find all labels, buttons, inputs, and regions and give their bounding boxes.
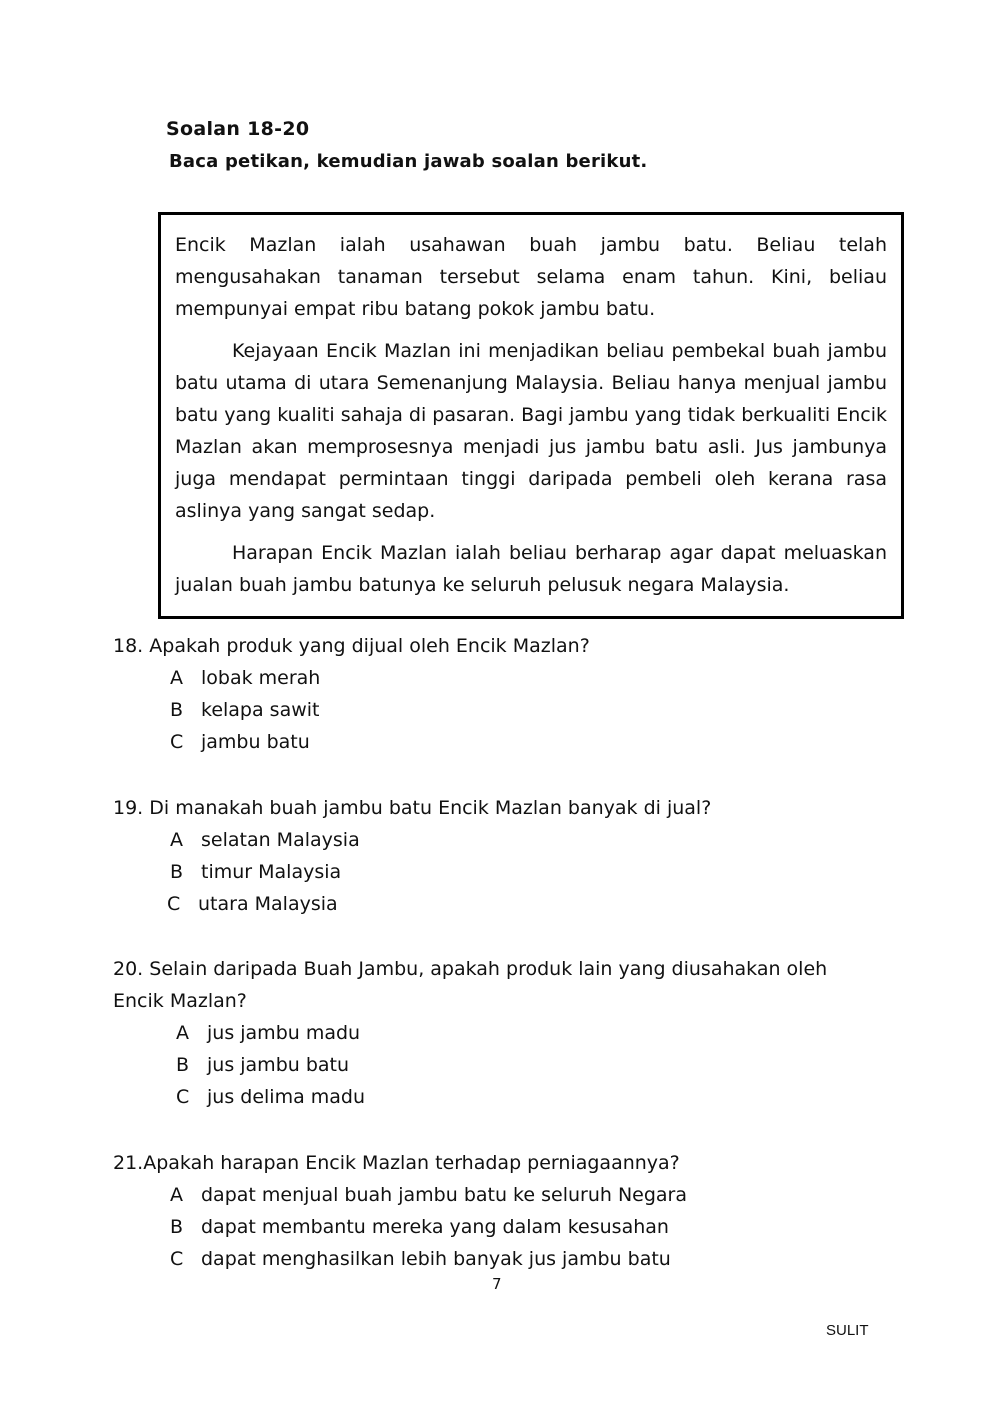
option-row[interactable]	[113, 1049, 873, 1081]
question-text: 20. Selain daripada Buah Jambu, apakah produk lain yang diusahakan oleh Encik Mazlan?	[113, 958, 834, 1012]
footer-label: SULIT	[826, 1322, 869, 1339]
question-20	[113, 953, 873, 1113]
option-letter: B	[176, 1054, 190, 1076]
option-row[interactable]	[113, 824, 711, 856]
option-row[interactable]	[113, 888, 711, 920]
option-text: jus jambu madu	[207, 1022, 361, 1044]
passage-paragraph: Harapan Encik Mazlan ialah beliau berharap agar dapat meluaskan jualan buah jambu batunya ke seluruh pelusuk negara Malaysia.	[175, 542, 887, 596]
option-row[interactable]	[113, 1243, 687, 1275]
option-text: selatan Malaysia	[201, 829, 360, 851]
option-letter: B	[170, 699, 184, 721]
option-text: dapat membantu mereka yang dalam kesusahan	[201, 1216, 669, 1238]
option-letter: A	[170, 829, 183, 851]
option-row[interactable]	[113, 662, 590, 694]
option-letter: A	[170, 1184, 183, 1206]
question-text: 21.Apakah harapan Encik Mazlan terhadap perniagaannya?	[113, 1152, 680, 1174]
passage-paragraph: Kejayaan Encik Mazlan ini menjadikan beliau pembekal buah jambu batu utama di utara Semenanjung Malaysia. Beliau hanya menjual jambu batu yang kualiti sahaja di pasaran. Bagi jambu yang tidak berkualiti Encik Mazlan akan memprosesnya menjadi jus jambu batu asli. Jus jambunya juga mendapat permintaan tinggi daripada pembeli oleh kerana rasa aslinya yang sangat sedap.	[175, 340, 887, 522]
option-text: timur Malaysia	[201, 861, 342, 883]
option-text: kelapa sawit	[201, 699, 320, 721]
option-text: jus delima madu	[207, 1086, 366, 1108]
option-row[interactable]	[113, 1017, 873, 1049]
page-number: 7	[492, 1275, 502, 1293]
option-row[interactable]	[113, 1081, 873, 1113]
question-19	[113, 792, 711, 920]
option-row[interactable]	[113, 694, 590, 726]
option-text: jus jambu batu	[207, 1054, 350, 1076]
option-text: utara Malaysia	[198, 893, 338, 915]
option-letter: C	[170, 731, 184, 753]
question-21	[113, 1147, 687, 1275]
section-title: Soalan 18-20	[166, 118, 310, 140]
passage-paragraph: Encik Mazlan ialah usahawan buah jambu batu. Beliau telah mengusahakan tanaman tersebut selama enam tahun. Kini, beliau mempunyai empat ribu batang pokok jambu batu.	[175, 234, 887, 320]
option-row[interactable]	[113, 726, 590, 758]
question-18	[113, 630, 590, 758]
option-text: dapat menjual buah jambu batu ke seluruh Negara	[201, 1184, 688, 1206]
option-text: lobak merah	[201, 667, 321, 689]
option-row[interactable]	[113, 856, 711, 888]
question-text: 19. Di manakah buah jambu batu Encik Mazlan banyak di jual?	[113, 797, 712, 819]
option-letter: A	[176, 1022, 189, 1044]
question-text: 18. Apakah produk yang dijual oleh Encik Mazlan?	[113, 635, 590, 657]
passage-box	[158, 212, 904, 619]
option-row[interactable]	[113, 1211, 687, 1243]
option-text: dapat menghasilkan lebih banyak jus jambu batu	[201, 1248, 671, 1270]
option-letter: B	[170, 861, 184, 883]
option-letter: C	[167, 893, 181, 915]
section-instruction: Baca petikan, kemudian jawab soalan berikut.	[169, 151, 648, 172]
option-letter: C	[176, 1086, 190, 1108]
option-letter: B	[170, 1216, 184, 1238]
option-letter: A	[170, 667, 183, 689]
option-text: jambu batu	[201, 731, 310, 753]
option-letter: C	[170, 1248, 184, 1270]
option-row[interactable]	[113, 1179, 687, 1211]
